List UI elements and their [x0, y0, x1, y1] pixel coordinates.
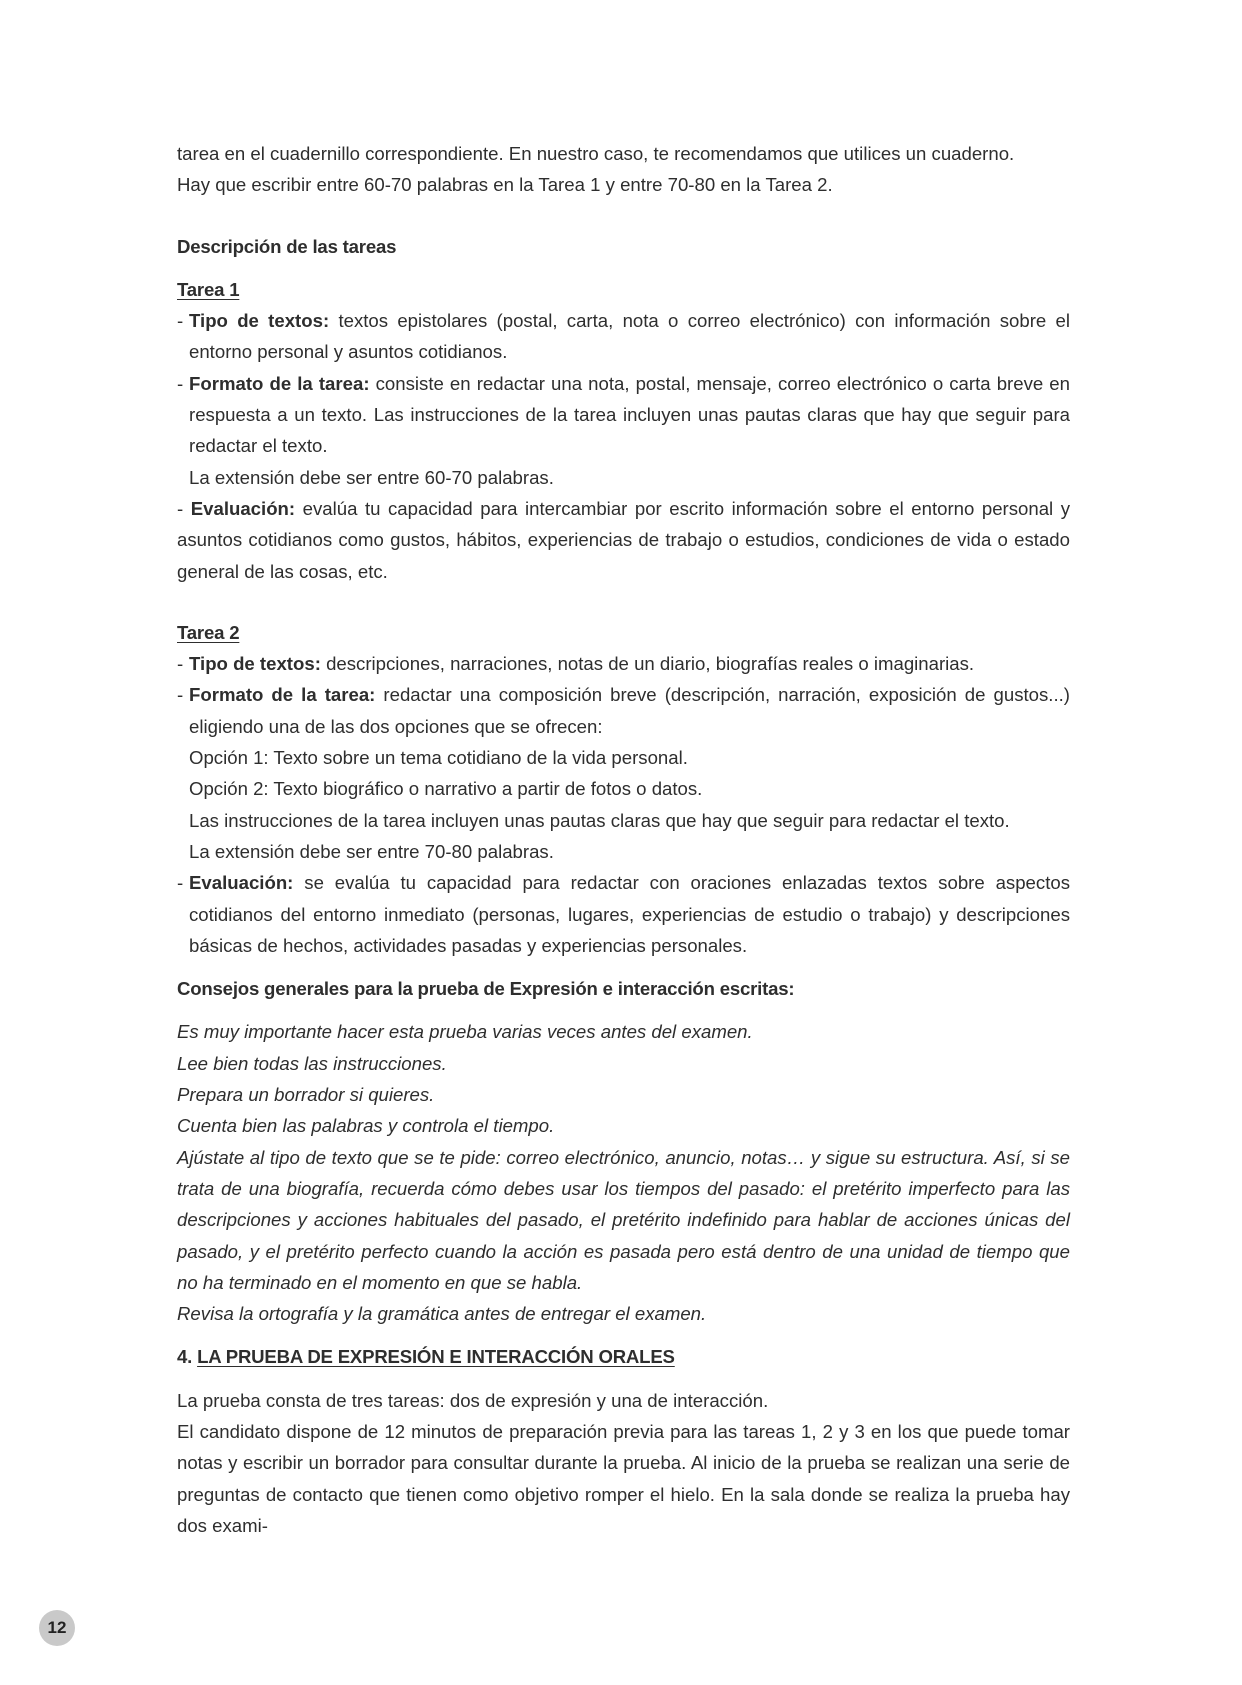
- tarea-2-tipo: - Tipo de textos: descripciones, narraciones, notas de un diario, biografías reales o imaginarias.: [177, 653, 975, 675]
- consejos-heading: Consejos generales para la prueba de Expresión e interacción escritas:: [177, 978, 795, 1000]
- consejo-tip: Prepara un borrador si quieres.: [177, 1084, 435, 1106]
- tarea-1-title: Tarea 1: [177, 278, 240, 300]
- tarea-2-extension: La extensión debe ser entre 70-80 palabras.: [189, 840, 554, 862]
- tarea-2-formato-text: redactar una composición breve (descripción, narración, exposición de gustos...) eligiendo una de las dos opciones que se ofrecen:: [189, 684, 1070, 737]
- consejo-tip: Lee bien todas las instrucciones.: [177, 1052, 447, 1074]
- intro-line-2: Hay que escribir entre 60-70 palabras en la Tarea 1 y entre 70-80 en la Tarea 2.: [177, 174, 833, 196]
- tarea-1-tipo: - Tipo de textos: textos epistolares (postal, carta, nota o correo electrónico) con información sobre el entorno personal y asuntos cotidianos.: [177, 310, 1071, 363]
- consejo-tip: Ajústate al tipo de texto que se te pide: correo electrónico, anuncio, notas… y sigue su estructura. Así, si se trata de una biografía, recuerda cómo debes usar los tiempos del pasado: el pretérito imperfecto para las descripciones y acciones habituales del pasado, el pretérito indefinido para hablar de acciones únicas del pasado, y el pretérito perfecto cuando la acción es pasada pero está dentro de una unidad de tiempo que no ha terminado en el momento en que se habla.: [177, 1146, 1070, 1293]
- tarea-2-formato: - Formato de la tarea: redactar una composición breve (descripción, narración, exposición de gustos...) eligiendo una de las dos opciones que se ofrecen:: [177, 684, 1070, 737]
- tarea-1-evaluacion: - Evaluación: evalúa tu capacidad para intercambiar por escrito información sobre el entorno personal y asuntos cotidianos como gustos, hábitos, experiencias de trabajo o estudios, condiciones de vida o estado general de las cosas, etc.: [177, 497, 1070, 582]
- tarea-1-extension: La extensión debe ser entre 60-70 palabras.: [189, 466, 554, 488]
- consejo-tip: Es muy importante hacer esta prueba varias veces antes del examen.: [177, 1021, 753, 1043]
- page-number-badge: 12: [39, 1610, 75, 1646]
- tarea-2-evaluacion-label: Evaluación:: [189, 872, 294, 894]
- section-4-para-1: La prueba consta de tres tareas: dos de expresión y una de interacción.: [177, 1389, 769, 1411]
- tarea-2-opcion-1: Opción 1: Texto sobre un tema cotidiano de la vida personal.: [189, 747, 688, 769]
- tarea-1-tipo-text: textos epistolares (postal, carta, nota o correo electrónico) con información sobre el entorno personal y asuntos cotidianos.: [189, 310, 1071, 363]
- tarea-1-tipo-label: Tipo de textos:: [189, 310, 330, 332]
- section-4-heading: [177, 1341, 1070, 1372]
- description-heading: Descripción de las tareas: [177, 235, 397, 257]
- tarea-2-tipo-label: Tipo de textos:: [189, 653, 321, 675]
- tarea-2-evaluacion: - Evaluación: se evalúa tu capacidad para redactar con oraciones enlazadas textos sobre aspectos cotidianos del entorno inmediato (personas, lugares, experiencias de estudio o trabajo) y descripciones básicas de hechos, actividades pasadas y experiencias personales.: [177, 872, 1070, 956]
- tarea-1-formato: - Formato de la tarea: consiste en redactar una nota, postal, mensaje, correo electrónico o carta breve en respuesta a un texto. Las instrucciones de la tarea incluyen unas pautas claras que hay que seguir para redactar el texto.: [177, 372, 1070, 457]
- page-content: [177, 138, 1070, 1541]
- tarea-2-formato-label: Formato de la tarea:: [189, 684, 376, 706]
- section-4-title: LA PRUEBA DE EXPRESIÓN E INTERACCIÓN ORALES: [197, 1346, 675, 1368]
- tarea-2-evaluacion-text: se evalúa tu capacidad para redactar con oraciones enlazadas textos sobre aspectos cotidianos del entorno inmediato (personas, lugares, experiencias de estudio o trabajo) y descripciones básicas de hechos, actividades pasadas y experiencias personales.: [189, 872, 1070, 956]
- tarea-2-instrucciones: Las instrucciones de la tarea incluyen unas pautas claras que hay que seguir para redactar el texto.: [189, 809, 1010, 831]
- tarea-2-tipo-text: descripciones, narraciones, notas de un diario, biografías reales o imaginarias.: [326, 653, 975, 675]
- consejo-tip: Cuenta bien las palabras y controla el tiempo.: [177, 1115, 555, 1137]
- section-4-number: 4.: [177, 1346, 193, 1368]
- tarea-1-evaluacion-text: evalúa tu capacidad para intercambiar por escrito información sobre el entorno personal y asuntos cotidianos como gustos, hábitos, experiencias de trabajo o estudios, condiciones de vida o estado general de las cosas, etc.: [177, 497, 1070, 582]
- tarea-1-formato-text: consiste en redactar una nota, postal, mensaje, correo electrónico o carta breve en respuesta a un texto. Las instrucciones de la tarea incluyen unas pautas claras que hay que seguir para redactar el texto.: [189, 372, 1070, 457]
- section-4-para-2: El candidato dispone de 12 minutos de preparación previa para las tareas 1, 2 y 3 en los que puede tomar notas y escribir un borrador para consultar durante la prueba. Al inicio de la prueba se realizan una serie de preguntas de contacto que tienen como objetivo romper el hielo. En la sala donde se realiza la prueba hay dos exami-: [177, 1420, 1070, 1536]
- tarea-1-evaluacion-label: Evaluación:: [190, 497, 296, 519]
- tarea-1-formato-label: Formato de la tarea:: [189, 372, 370, 394]
- tarea-2-opcion-2: Opción 2: Texto biográfico o narrativo a partir de fotos o datos.: [189, 778, 703, 800]
- intro-line-1: tarea en el cuadernillo correspondiente. En nuestro caso, te recomendamos que utilices un cuaderno.: [177, 143, 1015, 164]
- tarea-2-title: Tarea 2: [177, 621, 240, 643]
- consejo-tip: Revisa la ortografía y la gramática antes de entregar el examen.: [177, 1303, 707, 1325]
